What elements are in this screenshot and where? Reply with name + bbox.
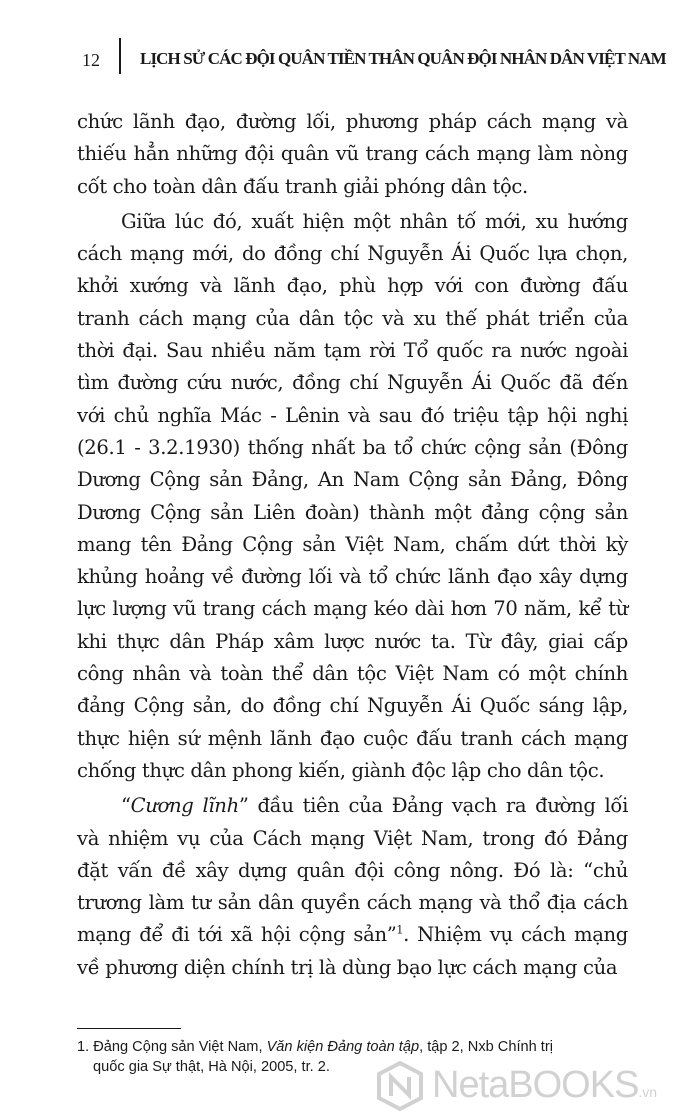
running-title: LỊCH SỬ CÁC ĐỘI QUÂN TIỀN THÂN QUÂN ĐỘI NHÂN DÂN VIỆT NAM	[140, 49, 666, 68]
quote-open: “	[121, 794, 131, 818]
footnote-suffix: , tập 2, Nxb Chính trị	[419, 1039, 553, 1055]
netabooks-watermark	[370, 1058, 700, 1118]
body-text	[77, 106, 628, 984]
paragraph-2: Giữa lúc đó, xuất hiện một nhân tố mới, xu hướng cách mạng mới, do đồng chí Nguyễn Ái Quốc lựa chọn, khởi xướng và lãnh đạo, phù hợp với con đường đấu tranh cách mạng của dân tộc và xu thế phát triển của thời đại. Sau nhiều năm tạm rời Tổ quốc ra nước ngoài tìm đường cứu nước, đồng chí Nguyễn Ái Quốc đã đến với chủ nghĩa Mác - Lênin và sau đó triệu tập hội nghị (26.1 - 3.2.1930) thống nhất ba tổ chức cộng sản (Đông Dương Cộng sản Đảng, An Nam Cộng sản Đảng, Đông Dương Cộng sản Liên đoàn) thành một đảng cộng sản mang tên Đảng Cộng sản Việt Nam, chấm dứt thời kỳ khủng hoảng về đường lối và tổ chức lãnh đạo xây dựng lực lượng vũ trang cách mạng kéo dài hơn 70 năm, kể từ khi thực dân Pháp xâm lược nước ta. Từ đây, giai cấp công nhân và toàn thể dân tộc Việt Nam có một chính đảng Cộng sản, do đồng chí Nguyễn Ái Quốc sáng lập, thực hiện sứ mệnh lãnh đạo cuộc đấu tranh cách mạng chống thực dân phong kiến, giành độc lập cho dân tộc.	[77, 209, 628, 782]
footnote-line-2: quốc gia Sự thật, Hà Nội, 2005, tr. 2.	[93, 1059, 330, 1075]
paragraph-3	[77, 790, 628, 984]
footnote-prefix: 1. Đảng Cộng sản Việt Nam,	[77, 1039, 267, 1055]
footnote-line-1	[77, 1037, 647, 1057]
page-header	[0, 0, 700, 90]
netabooks-logo-icon	[374, 1060, 426, 1112]
page-number: 12	[82, 50, 100, 70]
watermark-suffix: .vn	[638, 1084, 658, 1100]
paragraph-3-end: . Nhiệm vụ cách mạng về phương diện chính trị là dùng bạo lực cách mạng của	[77, 923, 629, 979]
footnote-book-title: Văn kiện Đảng toàn tập	[266, 1039, 420, 1055]
watermark-text	[432, 1064, 657, 1107]
cuong-linh-italic: Cương lĩnh	[130, 794, 239, 818]
paragraph-3-middle: ” đầu tiên của Đảng vạch ra đường lối và nhiệm vụ của Cách mạng Việt Nam, trong đó Đảng đặt vấn đề xây dựng quân đội công nông. Đó là: “chủ trương làm tư sản dân quyền cách mạng và thổ địa cách mạng để đi tới xã hội cộng sản”	[77, 794, 628, 947]
watermark-brand: NetaBOOKS	[432, 1064, 639, 1106]
paragraph-1: chức lãnh đạo, đường lối, phương pháp cách mạng và thiếu hẳn những đội quân vũ trang cách mạng làm nòng cốt cho toàn dân đấu tranh giải phóng dân tộc.	[77, 110, 628, 198]
footnote-divider	[77, 1028, 181, 1029]
header-divider	[119, 38, 121, 74]
footnote-marker[interactable]: 1	[396, 923, 404, 937]
